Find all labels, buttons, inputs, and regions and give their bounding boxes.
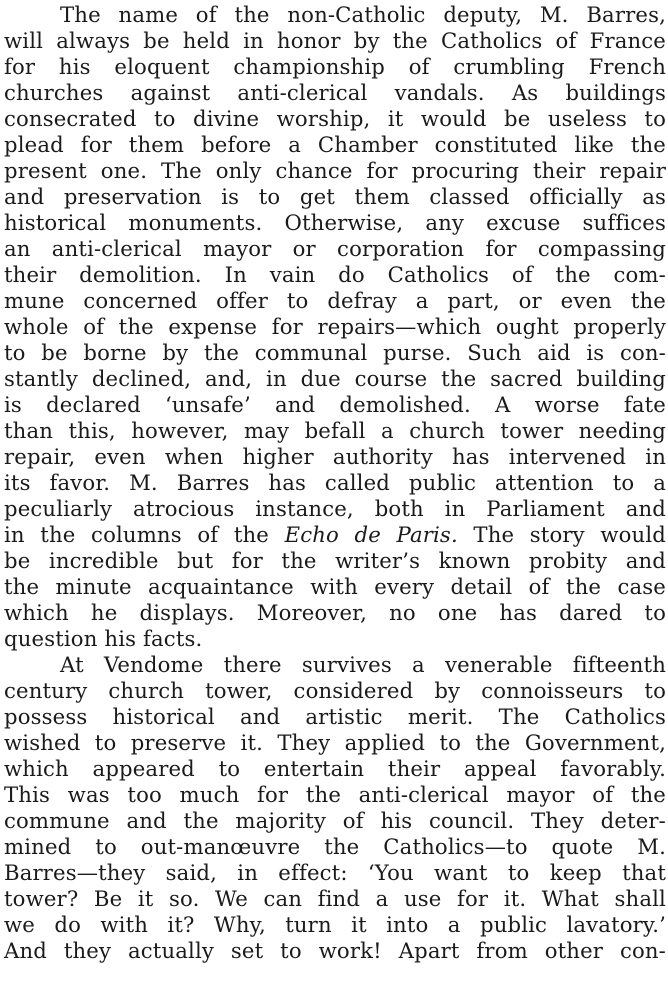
text-line: mined to out-manœuvre the Catholics—to quote M. <box>4 834 666 859</box>
text-line: consecrated to divine worship, it would be useless to <box>4 106 666 131</box>
newspaper-title: Echo de Paris. <box>284 522 458 547</box>
text-line: an anti-clerical mayor or corporation for compassing <box>4 236 666 261</box>
text-line: question his facts. <box>4 626 203 651</box>
text-line: for his eloquent championship of crumbling French <box>4 54 666 79</box>
text-line: commune and the majority of his council. They deter- <box>4 808 666 833</box>
text-line: Barres—they said, in effect: ‘You want to keep that <box>4 860 666 885</box>
text-line: tower? Be it so. We can find a use for it. What shall <box>4 886 666 911</box>
text-line: And they actually set to work! Apart from other con- <box>4 938 666 963</box>
text-line: At Vendome there survives a venerable fifteenth <box>60 652 666 677</box>
text-line: whole of the expense for repairs—which ought properly <box>4 314 666 339</box>
text-line: is declared ‘unsafe’ and demolished. A worse fate <box>4 392 666 417</box>
text-line: peculiarly atrocious instance, both in Parliament and <box>4 496 666 521</box>
text-segment: in the columns of the <box>4 522 285 547</box>
text-line: than this, however, may befall a church tower needing <box>4 418 666 443</box>
text-line: This was too much for the anti-clerical mayor of the <box>4 782 666 807</box>
text-line: repair, even when higher authority has intervened in <box>4 444 666 469</box>
text-line: which appeared to entertain their appeal favorably. <box>4 756 666 781</box>
text-line: be incredible but for the writer’s known probity and <box>4 548 666 573</box>
text-line: which he displays. Moreover, no one has dared to <box>4 600 666 625</box>
text-line: plead for them before a Chamber constituted like the <box>4 132 666 157</box>
text-line: churches against anti-clerical vandals. As buildings <box>4 80 666 105</box>
text-line: stantly declined, and, in due course the sacred building <box>4 366 666 391</box>
text-line: the minute acquaintance with every detail of the case <box>4 574 666 599</box>
text-line-with-italic <box>4 522 666 548</box>
document-page <box>4 0 666 1000</box>
text-line: The name of the non-Catholic deputy, M. Barres, <box>60 2 666 27</box>
text-line: to be borne by the communal purse. Such aid is con- <box>4 340 666 365</box>
text-line: historical monuments. Otherwise, any excuse suffices <box>4 210 666 235</box>
text-segment: The story would <box>457 522 666 547</box>
text-line: we do with it? Why, turn it into a public lavatory.’ <box>4 912 666 937</box>
text-line: possess historical and artistic merit. The Catholics <box>4 704 666 729</box>
text-line: their demolition. In vain do Catholics of the com- <box>4 262 666 287</box>
text-line: mune concerned offer to defray a part, or even the <box>4 288 666 313</box>
text-line: its favor. M. Barres has called public attention to a <box>4 470 666 495</box>
text-line: century church tower, considered by connoisseurs to <box>4 678 666 703</box>
text-line: will always be held in honor by the Catholics of France <box>4 28 666 53</box>
text-line: and preservation is to get them classed officially as <box>4 184 666 209</box>
text-line: wished to preserve it. They applied to the Government, <box>4 730 666 755</box>
text-line: present one. The only chance for procuring their repair <box>4 158 666 183</box>
